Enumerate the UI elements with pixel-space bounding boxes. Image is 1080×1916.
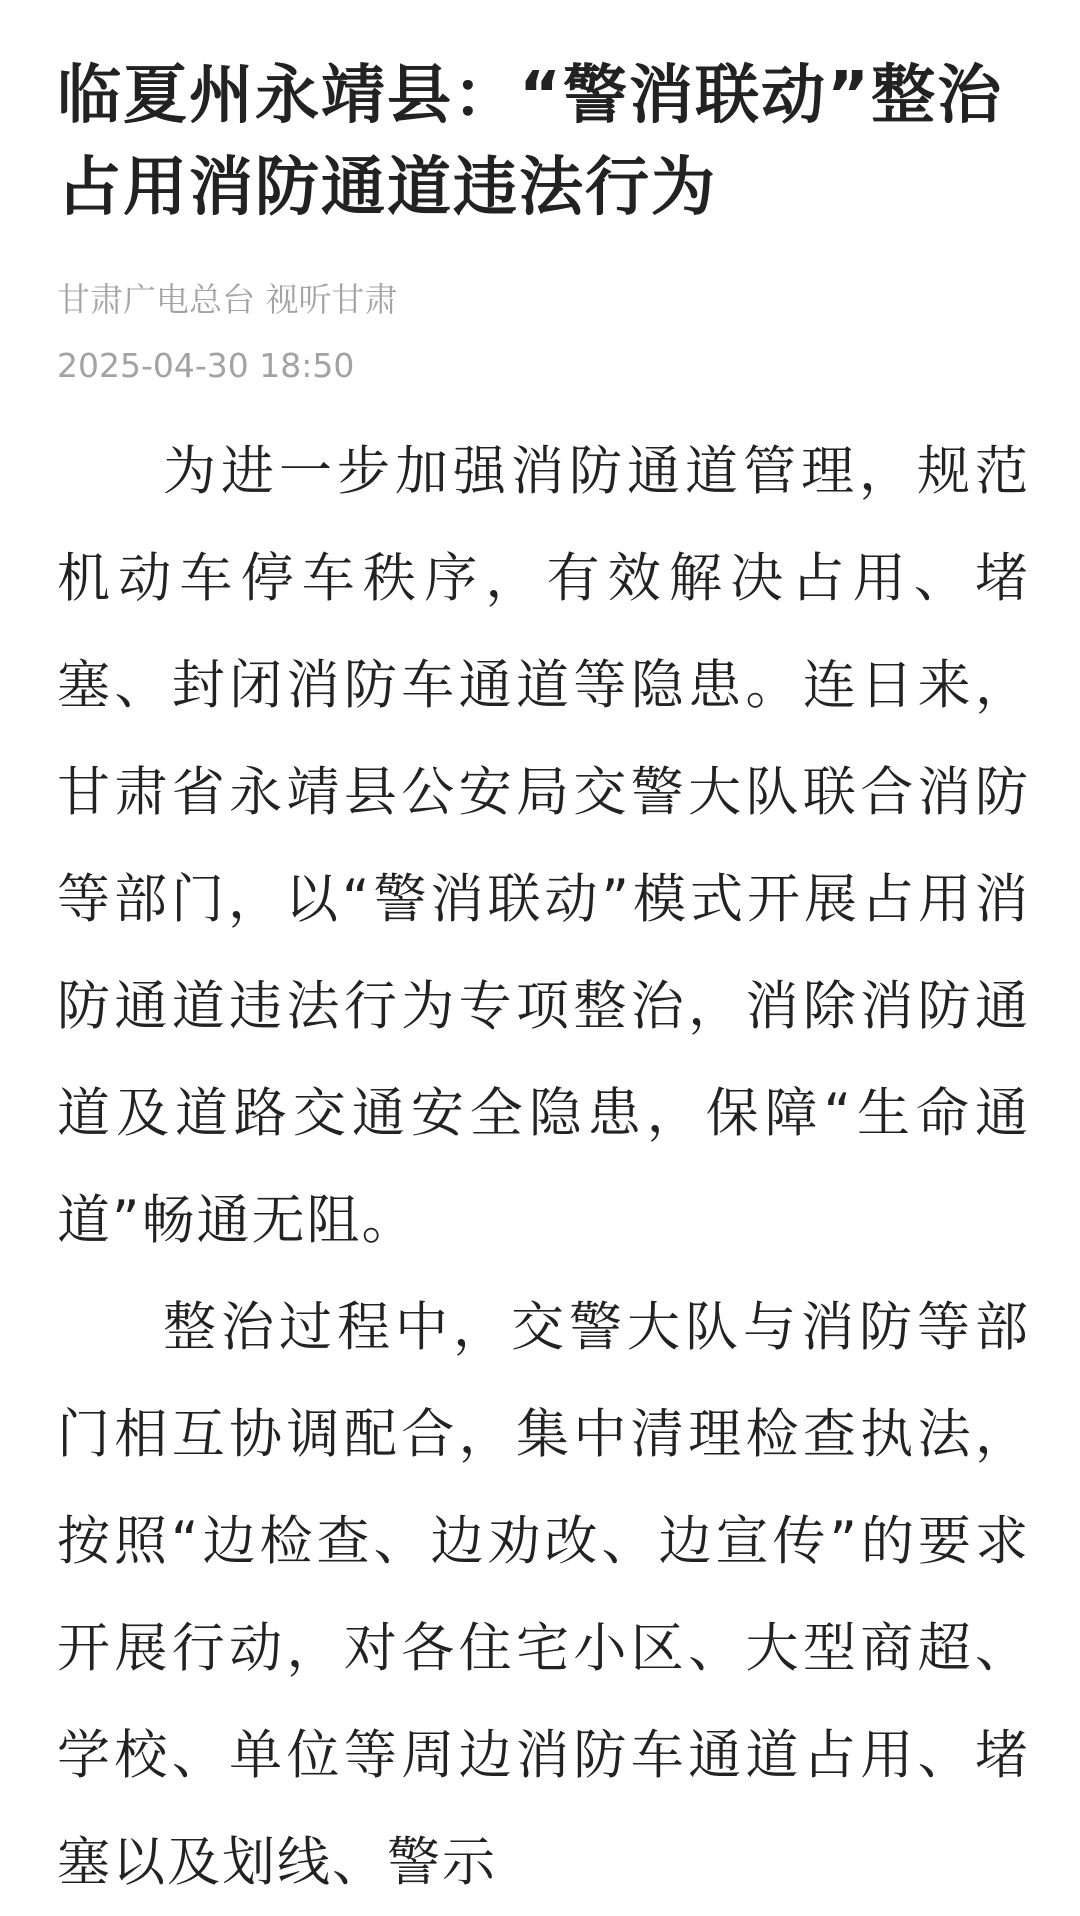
article-paragraph-1: 为进一步加强消防通道管理，规范机动车停车秩序，有效解决占用、堵塞、封闭消防车通道等隐患。连日来，甘肃省永靖县公安局交警大队联合消防等部门，以“警消联动”模式开展占用消防通道违法行为专项整治，消除消防通道及道路交通安全隐患，保障“生命通道”畅通无阻。: [57, 441, 1030, 1251]
article: [57, 50, 1030, 1916]
article-paragraph-2: 整治过程中，交警大队与消防等部门相互协调配合，集中清理检查执法，按照“边检查、边劝改、边宣传”的要求开展行动，对各住宅小区、大型商超、学校、单位等周边消防车通道占用、堵塞以及划线、警示: [57, 1297, 1030, 1893]
article-timestamp: 2025-04-30 18:50: [57, 346, 355, 385]
article-body: [57, 418, 1030, 1916]
article-title: 临夏州永靖县：“警消联动”整治占用消防通道违法行为: [57, 59, 1004, 225]
article-source[interactable]: 甘肃广电总台 视听甘肃: [57, 280, 398, 319]
article-meta: [57, 278, 1030, 388]
